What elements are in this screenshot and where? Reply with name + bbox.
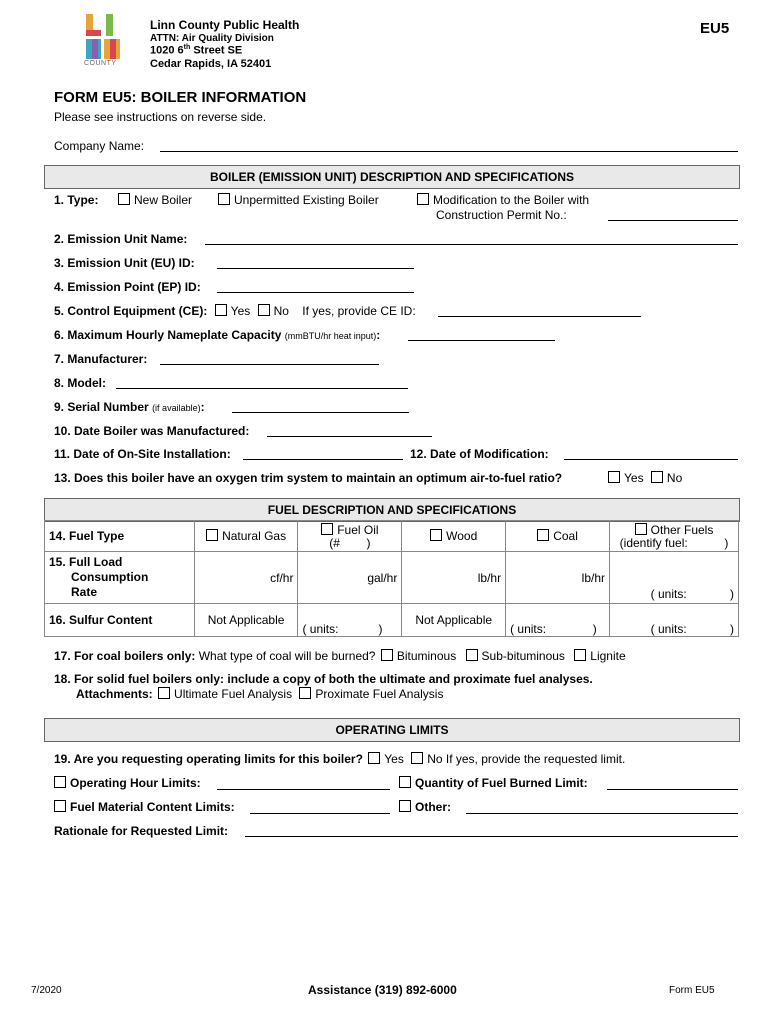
natural-gas-sulfur-cell: Not Applicable — [194, 604, 298, 637]
company-name-field[interactable] — [160, 151, 738, 152]
q1-type-label: 1. Type: — [54, 193, 99, 207]
date-modification-field[interactable] — [564, 459, 738, 460]
q4-label: 4. Emission Point (EP) ID: — [54, 280, 201, 294]
fuel-quantity-field[interactable] — [607, 789, 738, 790]
form-title: FORM EU5: BOILER INFORMATION — [54, 89, 307, 106]
fuel-quantity-limit: Quantity of Fuel Burned Limit: — [399, 776, 588, 790]
q8-label: 8. Model: — [54, 376, 107, 390]
q9-row: 9. Serial Number (if available): — [54, 400, 205, 414]
natural-gas-option[interactable]: Natural Gas — [194, 521, 298, 552]
q3-label: 3. Emission Unit (EU) ID: — [54, 256, 195, 270]
checkbox[interactable] — [430, 529, 442, 541]
attachments-row: Attachments: Ultimate Fuel Analysis Proximate Fuel Analysis — [76, 687, 444, 701]
other-fuels-option[interactable]: Other Fuels (identify fuel: ) — [610, 521, 739, 552]
q6-row: 6. Maximum Hourly Nameplate Capacity (mmBTU/hr heat input): — [54, 328, 381, 342]
agency-city: Cedar Rapids, IA 52401 — [150, 58, 272, 70]
fuel-quantity-checkbox[interactable] — [399, 776, 411, 788]
other-sulfur-cell[interactable]: ( units: ) — [610, 604, 739, 637]
model-field[interactable] — [116, 388, 408, 389]
agency-attn: ATTN: Air Quality Division — [150, 33, 274, 44]
fuel-oil-option[interactable]: Fuel Oil (# ) — [298, 521, 402, 552]
eu-id-field[interactable] — [217, 268, 414, 269]
q1-construction-permit-label: Construction Permit No.: — [436, 208, 567, 222]
checkbox[interactable] — [635, 523, 647, 535]
serial-number-field[interactable] — [232, 412, 409, 413]
ce-id-field[interactable] — [438, 316, 641, 317]
consumption-rate-row — [45, 552, 739, 604]
date-manufactured-field[interactable] — [267, 436, 432, 437]
fuel-oil-sulfur-cell[interactable]: ( units: ) — [298, 604, 402, 637]
fuel-type-label: 14. Fuel Type — [45, 521, 195, 552]
checkbox[interactable] — [321, 523, 333, 535]
natural-gas-rate-cell[interactable]: cf/hr — [194, 552, 298, 604]
agency-street: 1020 6th Street SE — [150, 44, 243, 57]
fuel-oil-rate-cell[interactable]: gal/hr — [298, 552, 402, 604]
q19-row: 19. Are you requesting operating limits for this boiler? Yes No If yes, provide the requested limit. — [54, 752, 626, 766]
q12-label: 12. Date of Modification: — [410, 447, 549, 461]
checkbox[interactable] — [537, 529, 549, 541]
capacity-field[interactable] — [408, 340, 555, 341]
fuel-section-heading: FUEL DESCRIPTION AND SPECIFICATIONS — [44, 498, 740, 522]
q13-label: 13. Does this boiler have an oxygen trim system to maintain an optimum air-to-fuel ratio? — [54, 471, 563, 485]
other-limit-field[interactable] — [466, 813, 738, 814]
q11-label: 11. Date of On-Site Installation: — [54, 447, 231, 461]
operating-hours-field[interactable] — [217, 789, 390, 790]
coal-rate-cell[interactable]: lb/hr — [506, 552, 610, 604]
instructions-note: Please see instructions on reverse side. — [54, 110, 267, 124]
revision-date: 7/2020 — [31, 985, 62, 996]
sulfur-content-row — [45, 604, 739, 637]
logo-sub-text: COUNTY — [84, 60, 117, 67]
limits-no-checkbox[interactable] — [411, 752, 423, 764]
linn-county-logo — [84, 12, 122, 70]
q18-label: 18. For solid fuel boilers only: include a copy of both the ultimate and proximate fuel analyses. — [54, 672, 593, 686]
boiler-section-heading: BOILER (EMISSION UNIT) DESCRIPTION AND SPECIFICATIONS — [44, 165, 740, 189]
sulfur-content-label: 16. Sulfur Content — [45, 604, 195, 637]
limits-yes-checkbox[interactable] — [368, 752, 380, 764]
fuel-material-field[interactable] — [250, 813, 390, 814]
construction-permit-field[interactable] — [608, 220, 738, 221]
checkbox[interactable] — [206, 529, 218, 541]
q7-label: 7. Manufacturer: — [54, 352, 148, 366]
o2-trim-no-checkbox[interactable] — [651, 471, 663, 483]
operating-section-heading: OPERATING LIMITS — [44, 718, 740, 742]
o2-trim-yes-checkbox[interactable] — [608, 471, 620, 483]
ce-yes-checkbox[interactable] — [215, 304, 227, 316]
emission-unit-name-field[interactable] — [205, 244, 738, 245]
q17-row: 17. For coal boilers only: What type of coal will be burned? Bituminous Sub-bituminous Lignite — [54, 649, 626, 663]
consumption-rate-label: 15. Full Load Consumption Rate — [45, 552, 195, 604]
form-code: EU5 — [700, 20, 730, 37]
q10-label: 10. Date Boiler was Manufactured: — [54, 424, 250, 438]
q1-modification[interactable]: Modification to the Boiler with — [417, 193, 589, 207]
fuel-table — [44, 520, 739, 637]
q13-options: Yes No — [608, 471, 682, 485]
q5-row: 5. Control Equipment (CE): Yes No If yes, provide CE ID: — [54, 304, 416, 318]
manufacturer-field[interactable] — [160, 364, 379, 365]
company-name-label: Company Name: — [54, 139, 145, 153]
other-limit-checkbox[interactable] — [399, 800, 411, 812]
fuel-material-limits: Fuel Material Content Limits: — [54, 800, 235, 814]
fuel-type-row — [45, 521, 739, 552]
other-limit: Other: — [399, 800, 451, 814]
date-installation-field[interactable] — [243, 459, 403, 460]
rationale-field[interactable] — [245, 836, 738, 837]
ep-id-field[interactable] — [217, 292, 414, 293]
bituminous-checkbox[interactable] — [381, 649, 393, 661]
q1-unpermitted-existing[interactable]: Unpermitted Existing Boiler — [218, 193, 379, 207]
operating-hours-checkbox[interactable] — [54, 776, 66, 788]
footer-form-code: Form EU5 — [669, 985, 715, 996]
assistance-phone: Assistance (319) 892-6000 — [308, 983, 457, 997]
ce-no-checkbox[interactable] — [258, 304, 270, 316]
wood-option[interactable]: Wood — [402, 521, 506, 552]
subbituminous-checkbox[interactable] — [466, 649, 478, 661]
checkbox[interactable] — [417, 193, 429, 205]
other-rate-cell[interactable]: ( units: ) — [610, 552, 739, 604]
fuel-material-checkbox[interactable] — [54, 800, 66, 812]
lignite-checkbox[interactable] — [574, 649, 586, 661]
coal-sulfur-cell[interactable]: ( units: ) — [506, 604, 610, 637]
wood-rate-cell[interactable]: lb/hr — [402, 552, 506, 604]
rationale-label: Rationale for Requested Limit: — [54, 824, 229, 838]
checkbox[interactable] — [218, 193, 230, 205]
checkbox[interactable] — [118, 193, 130, 205]
coal-option[interactable]: Coal — [506, 521, 610, 552]
q2-label: 2. Emission Unit Name: — [54, 232, 188, 246]
operating-hour-limits: Operating Hour Limits: — [54, 776, 201, 790]
proximate-analysis-checkbox[interactable] — [299, 687, 311, 699]
agency-name: Linn County Public Health — [150, 18, 300, 32]
wood-sulfur-cell: Not Applicable — [402, 604, 506, 637]
q1-new-boiler[interactable]: New Boiler — [118, 193, 192, 207]
ultimate-analysis-checkbox[interactable] — [158, 687, 170, 699]
